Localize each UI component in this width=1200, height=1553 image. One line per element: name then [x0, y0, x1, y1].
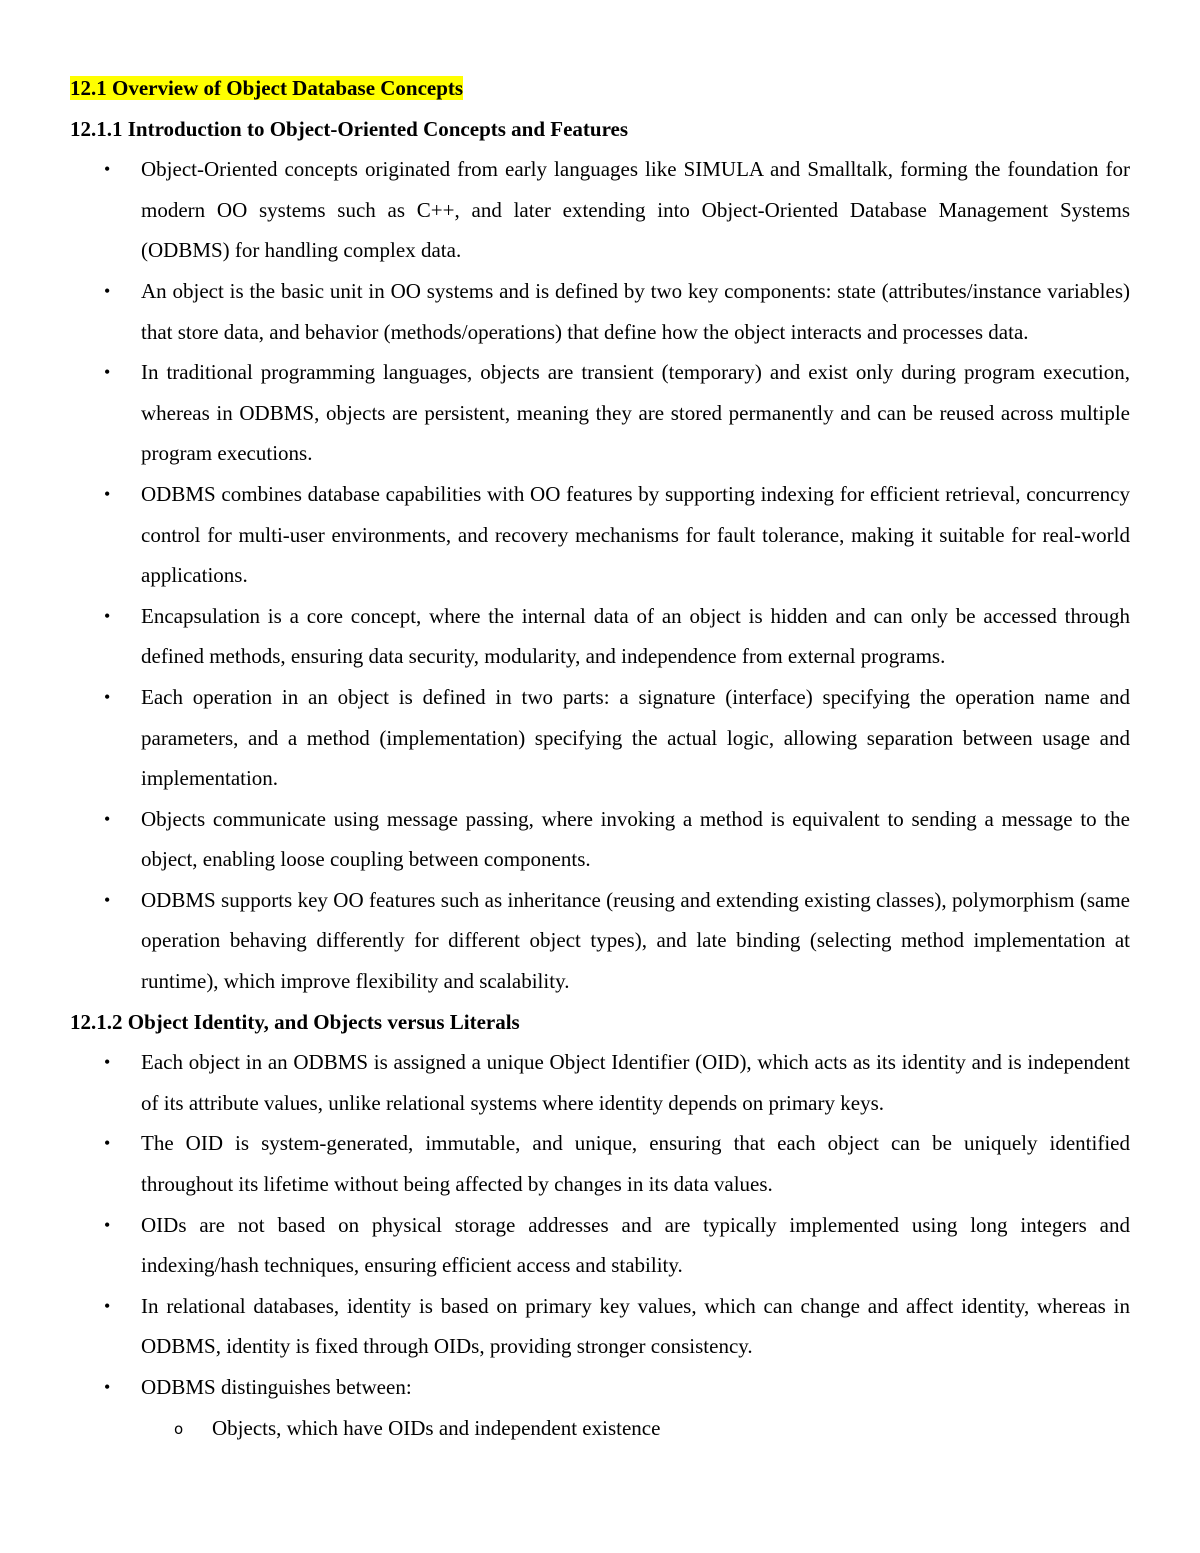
sub-bullet-list	[70, 1408, 1130, 1449]
bullet-icon: •	[104, 483, 111, 504]
bullet-icon: •	[104, 159, 111, 180]
list-item	[70, 1367, 1130, 1408]
subsection-heading-introduction: 12.1.1 Introduction to Object-Oriented Concepts and Features	[70, 116, 629, 141]
bullet-icon: •	[104, 889, 111, 910]
list-item	[70, 677, 1130, 799]
list-item	[70, 1123, 1130, 1204]
bullet-icon: •	[104, 1295, 111, 1316]
list-item-text: ODBMS supports key OO features such as inheritance (reusing and extending existing classes), polymorphism (same operation behaving differently for different object types), and late binding (selecting method implementation at runtime), which improve flexibility and scalability.	[141, 887, 1130, 994]
section-heading	[70, 68, 1130, 109]
circle-bullet-icon: o	[174, 1419, 184, 1438]
list-item	[70, 149, 1130, 271]
bullet-list-object-identity	[70, 1042, 1130, 1407]
list-item	[70, 1042, 1130, 1123]
list-item-text: OIDs are not based on physical storage addresses and are typically implemented using long integers and indexing/hash techniques, ensuring efficient access and stability.	[141, 1212, 1130, 1278]
bullet-icon: •	[104, 280, 111, 301]
document-page	[70, 68, 1130, 1448]
bullet-icon: •	[104, 605, 111, 626]
list-item	[70, 1286, 1130, 1367]
list-item	[70, 596, 1130, 677]
bullet-icon: •	[104, 362, 111, 383]
sub-list-item-text: Objects, which have OIDs and independent existence	[212, 1415, 661, 1440]
list-item-text: Each object in an ODBMS is assigned a unique Object Identifier (OID), which acts as its identity and is independent of its attribute values, unlike relational systems where identity depends on primary keys.	[141, 1050, 1130, 1115]
list-item	[70, 474, 1130, 596]
bullet-list-introduction	[70, 149, 1130, 1001]
list-item	[70, 352, 1130, 474]
list-item-text: In relational databases, identity is based on primary key values, which can change and affect identity, whereas in ODBMS, identity is fixed through OIDs, providing stronger consistency.	[141, 1293, 1130, 1359]
sub-list-item	[70, 1408, 1130, 1449]
list-item-text: An object is the basic unit in OO systems and is defined by two key components: state (attributes/instance variables) that store data, and behavior (methods/operations) that define how the object interacts and processes data.	[141, 278, 1130, 344]
bullet-icon: •	[104, 1052, 111, 1073]
list-item-text: Objects communicate using message passing, where invoking a method is equivalent to sending a message to the object, enabling loose coupling between components.	[141, 806, 1130, 872]
list-item-text: The OID is system-generated, immutable, and unique, ensuring that each object can be uniquely identified throughout its lifetime without being affected by changes in its data values.	[141, 1131, 1130, 1197]
list-item-text: Each operation in an object is defined in two parts: a signature (interface) specifying the operation name and parameters, and a method (implementation) specifying the actual logic, allowing separation between usage and implementation.	[141, 684, 1130, 791]
subsection-heading-object-identity: 12.1.2 Object Identity, and Objects versus Literals	[70, 1009, 520, 1034]
bullet-icon: •	[104, 1377, 111, 1397]
bullet-icon: •	[104, 808, 111, 829]
highlighted-heading-text: 12.1 Overview of Object Database Concepts	[70, 76, 464, 100]
bullet-icon: •	[104, 1133, 111, 1154]
list-item	[70, 271, 1130, 352]
list-item-text: ODBMS combines database capabilities with OO features by supporting indexing for efficient retrieval, concurrency control for multi-user environments, and recovery mechanisms for fault tolerance, making it suitable for real-world applications.	[141, 481, 1130, 588]
list-item	[70, 799, 1130, 880]
list-item-text: ODBMS distinguishes between:	[141, 1375, 412, 1399]
list-item-text: In traditional programming languages, objects are transient (temporary) and exist only during program execution, whereas in ODBMS, objects are persistent, meaning they are stored permanently and can be reused across multiple program executions.	[141, 360, 1130, 466]
list-item	[70, 880, 1130, 1002]
list-item-text: Encapsulation is a core concept, where the internal data of an object is hidden and can only be accessed through defined methods, ensuring data security, modularity, and independence from external programs.	[141, 603, 1130, 669]
list-item	[70, 1205, 1130, 1286]
bullet-icon: •	[104, 1214, 111, 1235]
bullet-icon: •	[104, 686, 111, 707]
list-item-text: Object-Oriented concepts originated from early languages like SIMULA and Smalltalk, forming the foundation for modern OO systems such as C++, and later extending into Object-Oriented Database Management Systems (ODBMS) for handling complex data.	[141, 157, 1130, 263]
